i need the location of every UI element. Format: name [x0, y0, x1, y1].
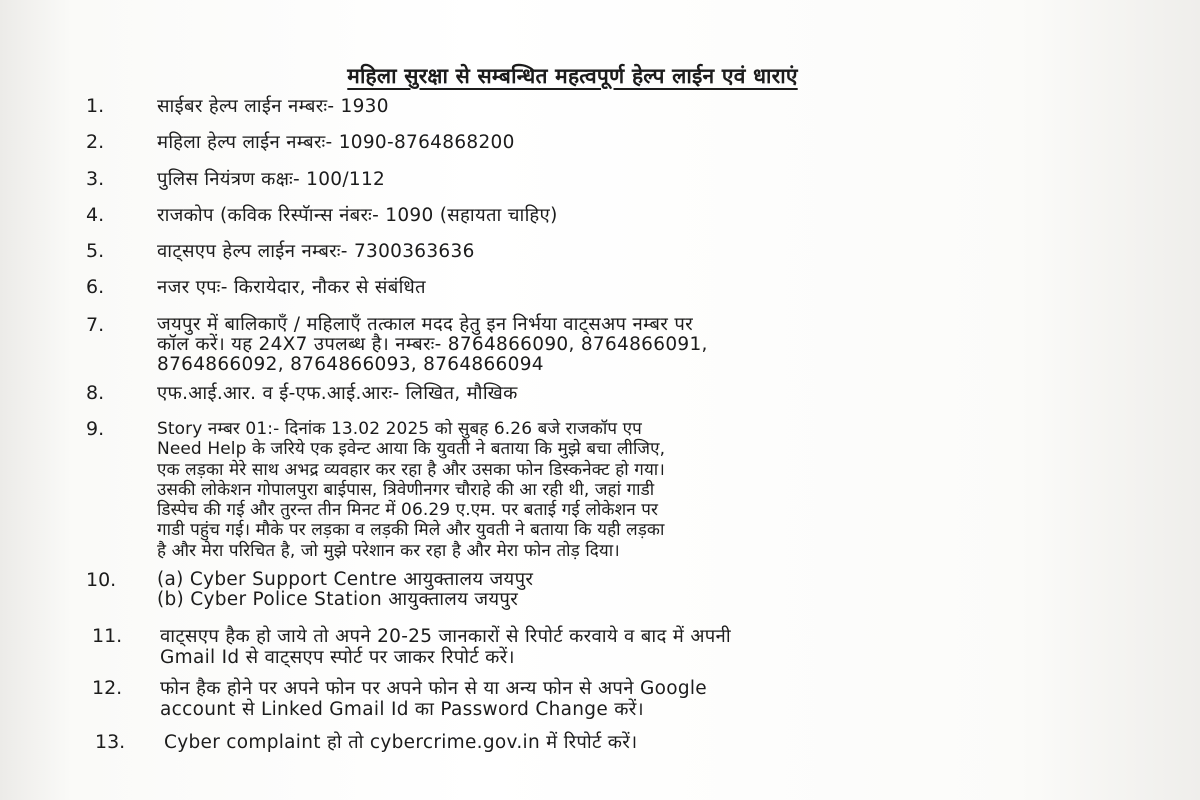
item-number: 11.: [92, 625, 123, 647]
item-line: जयपुर में बालिकाएँ / महिलाएँ तत्काल मदद हेतु इन निर्भया वाट्सअप नम्बर पर: [157, 314, 693, 335]
item-number: 13.: [95, 731, 126, 753]
item-line: 8764866092, 8764866093, 8764866094: [157, 354, 544, 375]
item-line: Need Help के जरिये एक इवेन्ट आया कि युवती ने बताया कि मुझे बचा लीजिए,: [157, 439, 666, 460]
item-line: राजकोप (कविक रिस्पॅान्स नंबरः- 1090 (सहायता चाहिए): [157, 205, 558, 226]
item-number: 6.: [86, 276, 105, 298]
item-line: साईबर हेल्प लाईन नम्बरः- 1930: [157, 96, 389, 117]
item-line: वाट्सएप हेल्प लाईन नम्बरः- 7300363636: [157, 241, 475, 262]
item-number: 4.: [86, 204, 105, 226]
item-line: Gmail Id से वाट्सएप स्पोर्ट पर जाकर रिपोर्ट करें।: [160, 647, 515, 668]
item-line: account से Linked Gmail Id का Password Change करें।: [160, 699, 644, 720]
item-line: नजर एपः- किरायेदार, नौकर से संबंधित: [157, 277, 426, 298]
item-line: डिस्पेच की गई और तुरन्त तीन मिनट में 06.29 ए.एम. पर बताई गई लोकेशन पर: [157, 500, 659, 521]
item-line: फोन हैक होने पर अपने फोन पर अपने फोन से या अन्य फोन से अपने Google: [160, 678, 707, 699]
item-line: गाडी पहुंच गई। मौके पर लड़का व लड़की मिले और युवती ने बताया कि यही लड़का: [157, 520, 665, 541]
item-line: उसकी लोकेशन गोपालपुरा बाईपास, त्रिवेणीनगर चौराहे की आ रही थी, जहां गाडी: [157, 479, 655, 500]
item-number: 1.: [86, 95, 105, 117]
item-text: [157, 205, 1057, 226]
item-line: (b) Cyber Police Station आयुक्तालय जयपुर: [157, 589, 519, 610]
item-number: 7.: [86, 314, 105, 336]
item-line: पुलिस नियंत्रण कक्षः- 100/112: [157, 169, 386, 190]
item-number: 10.: [86, 569, 117, 591]
document-title: महिला सुरक्षा से सम्बन्धित महत्वपूर्ण हेल्प लाईन एवं धाराएं: [347, 64, 798, 88]
item-text: [157, 277, 1057, 298]
item-text: [157, 570, 1057, 610]
item-line: कॉल करें। यह 24X7 उपलब्ध है। नम्बरः- 8764866090, 8764866091,: [157, 334, 708, 355]
item-text: [157, 132, 1057, 153]
item-text: [157, 241, 1057, 262]
item-line: एक लड़का मेरे साथ अभद्र व्यवहार कर रहा है और उसका फोन डिस्कनेक्ट हो गया।: [157, 459, 665, 480]
item-line: Story नम्बर 01:- दिनांक 13.02 2025 को सुबह 6.26 बजे राजकॉप एप: [157, 419, 642, 439]
item-line: महिला हेल्प लाईन नम्बरः- 1090-8764868200: [157, 132, 515, 153]
item-line: एफ.आई.आर. व ई-एफ.आई.आरः- लिखित, मौखिक: [157, 383, 518, 404]
item-text: [157, 383, 1057, 404]
item-number: 2.: [86, 131, 105, 153]
item-line: वाट्सएप हैक हो जाये तो अपने 20-25 जानकारों से रिपोर्ट करवाये व बाद में अपनी: [160, 626, 731, 647]
item-text: [157, 96, 1057, 117]
item-text: [160, 678, 1060, 720]
item-number: 3.: [86, 168, 105, 190]
item-number: 5.: [86, 240, 105, 262]
item-line: है और मेरा परिचित है, जो मुझे परेशान कर रहा है और मेरा फोन तोड़ दिया।: [157, 540, 620, 561]
item-text: [157, 169, 1057, 190]
item-number: 8.: [86, 382, 105, 404]
item-text: [164, 732, 1064, 753]
item-number: 9.: [86, 418, 105, 440]
item-line: (a) Cyber Support Centre आयुक्तालय जयपुर: [157, 569, 534, 590]
item-line: Cyber complaint हो तो cybercrime.gov.in में रिपोर्ट करें।: [164, 732, 638, 753]
item-number: 12.: [92, 677, 123, 699]
item-text: [157, 419, 1057, 561]
item-text: [160, 626, 1060, 668]
item-text: [157, 315, 1057, 375]
